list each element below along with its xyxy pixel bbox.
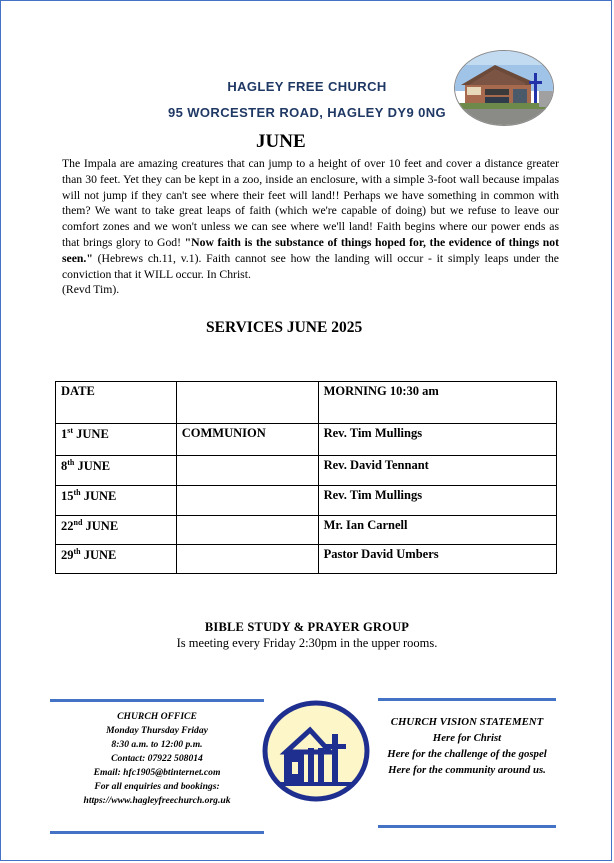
office-days: Monday Thursday Friday bbox=[106, 725, 208, 736]
row-date: 29th JUNE bbox=[56, 545, 177, 574]
header-type bbox=[176, 382, 318, 424]
month-title: JUNE bbox=[256, 131, 306, 152]
church-logo-icon bbox=[262, 700, 370, 802]
church-name: HAGLEY FREE CHURCH bbox=[227, 79, 387, 94]
row-type bbox=[176, 545, 318, 574]
vision-line-1: Here for Christ bbox=[432, 732, 502, 744]
row-type bbox=[176, 456, 318, 486]
vision-bottom-divider bbox=[378, 825, 556, 828]
row-type bbox=[176, 486, 318, 516]
table-row bbox=[56, 424, 557, 456]
church-office-block bbox=[50, 710, 264, 808]
church-building-photo bbox=[454, 50, 554, 126]
office-website: https://www.hagleyfreechurch.org.uk bbox=[83, 795, 231, 806]
church-address: 95 WORCESTER ROAD, HAGLEY DY9 0NG bbox=[167, 105, 447, 120]
office-hours: 8:30 a.m. to 12:00 p.m. bbox=[111, 739, 203, 750]
office-enquiries: For all enquiries and bookings: bbox=[94, 781, 220, 792]
row-type: COMMUNION bbox=[176, 424, 318, 456]
intro-text-1: The Impala are amazing creatures that can jump to a height of over 10 feet and cover a distance greater than 30 feet. Yet they can be kept in a zoo, inside an enclosure, with a simple 3-foot wall because impalas will not jump if they can't see where their feet will land!! Perhaps we have something in common with them? We want to take great leaps of faith (which we're capable of doing) but we refuse to leave our comfort zones and we won't unless we can see where we'll land! Faith begins where our power ends as that brings glory to God! bbox=[62, 157, 559, 249]
row-date: 15th JUNE bbox=[56, 486, 177, 516]
table-row bbox=[56, 456, 557, 486]
table-row bbox=[56, 545, 557, 574]
table-row bbox=[56, 516, 557, 545]
intro-quote: "Now faith is the substance of things hoped for, the evidence of things not seen." bbox=[62, 235, 559, 265]
row-preacher: Rev. Tim Mullings bbox=[318, 424, 556, 456]
header-date: DATE bbox=[56, 382, 177, 424]
row-preacher: Pastor David Umbers bbox=[318, 545, 556, 574]
bible-study-title: BIBLE STUDY & PRAYER GROUP bbox=[204, 620, 410, 634]
row-type bbox=[176, 516, 318, 545]
row-date: 8th JUNE bbox=[56, 456, 177, 486]
row-preacher: Mr. Ian Carnell bbox=[318, 516, 556, 545]
vision-line-2: Here for the challenge of the gospel bbox=[387, 748, 547, 760]
office-email: Email: hfc1905@btinternet.com bbox=[93, 767, 221, 778]
header-morning: MORNING 10:30 am bbox=[318, 382, 556, 424]
office-title: CHURCH OFFICE bbox=[117, 711, 197, 722]
intro-signature: (Revd Tim). bbox=[62, 283, 120, 297]
vision-title: CHURCH VISION STATEMENT bbox=[390, 716, 544, 728]
intro-paragraph bbox=[62, 156, 559, 298]
table-header-row bbox=[56, 382, 557, 424]
office-bottom-divider bbox=[50, 831, 264, 834]
row-date: 1st JUNE bbox=[56, 424, 177, 456]
services-table bbox=[55, 381, 557, 574]
row-preacher: Rev. Tim Mullings bbox=[318, 486, 556, 516]
office-top-divider bbox=[50, 699, 264, 702]
office-contact: Contact: 07922 508014 bbox=[111, 753, 203, 764]
vision-line-3: Here for the community around us. bbox=[388, 764, 546, 776]
table-row bbox=[56, 486, 557, 516]
services-title: SERVICES JUNE 2025 bbox=[206, 319, 363, 336]
bible-study-text: Is meeting every Friday 2:30pm in the upper rooms. bbox=[176, 636, 438, 650]
vision-top-divider bbox=[378, 698, 556, 701]
row-date: 22nd JUNE bbox=[56, 516, 177, 545]
row-preacher: Rev. David Tennant bbox=[318, 456, 556, 486]
church-vision-block bbox=[378, 714, 556, 778]
intro-text-2: (Hebrews ch.11, v.1). Faith cannot see how the landing will occur - it simply leaps under the conviction that it WILL occur. In Christ. bbox=[62, 251, 559, 281]
